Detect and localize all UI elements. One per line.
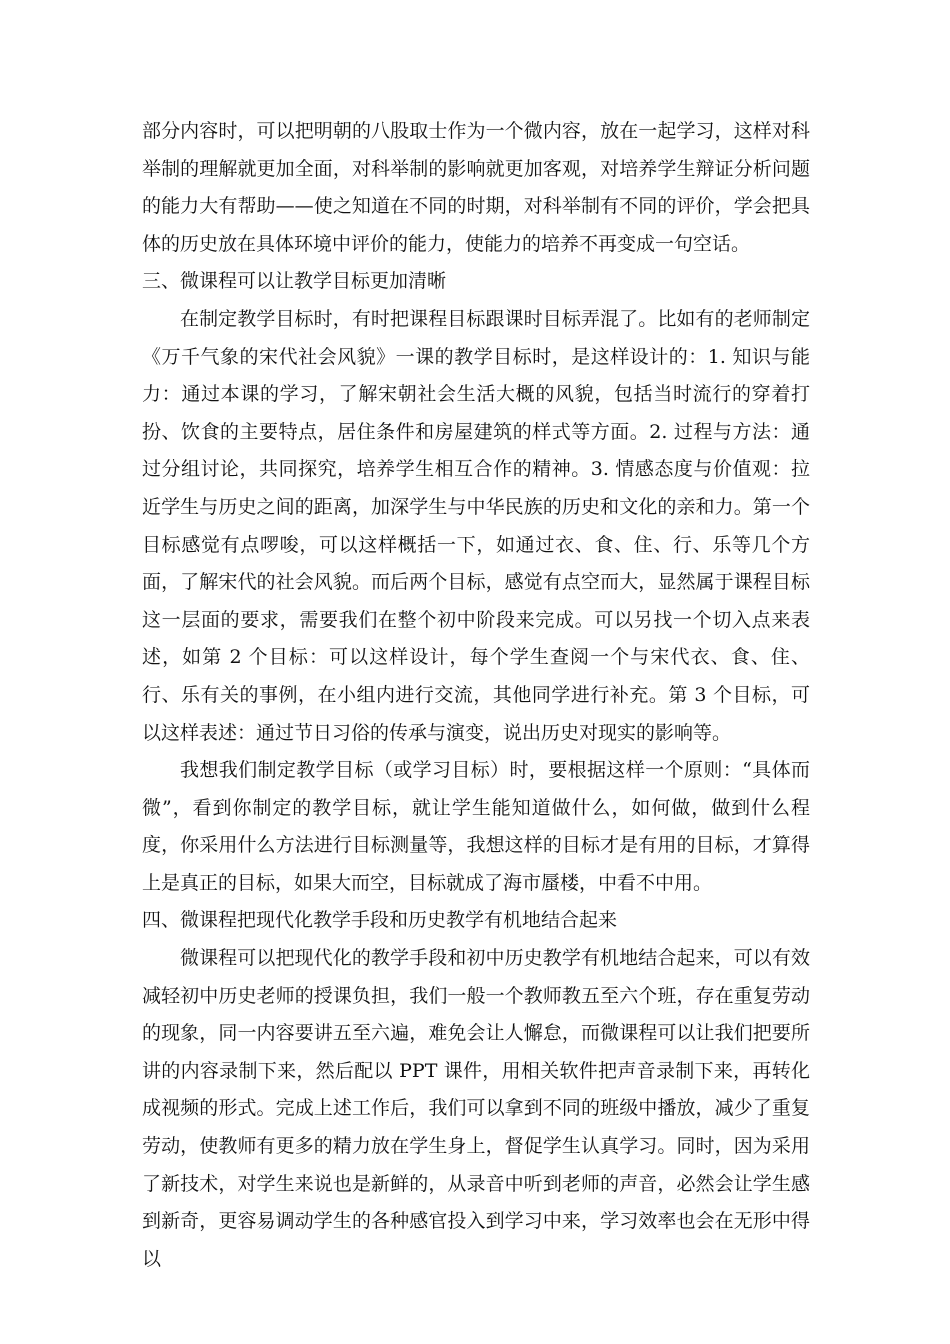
section-heading-4: 四、微课程把现代化教学手段和历史教学有机地结合起来 bbox=[142, 909, 618, 932]
document-page bbox=[142, 113, 810, 1278]
paragraph-continuation: 部分内容时，可以把明朝的八股取士作为一个微内容，放在一起学习，这样对科举制的理解就更加全面，对科举制的影响就更加客观，对培养学生辩证分析问题的能力大有帮助——使之知道在不同的时期，对科举制有不同的评价，学会把具体的历史放在具体环境中评价的能力，使能力的培养不再变成一句空话。 bbox=[142, 120, 810, 255]
paragraph-goal-principle: 我想我们制定教学目标（或学习目标）时，要根据这样一个原则：“具体而微”，看到你制定的教学目标，就让学生能知道做什么，如何做，做到什么程度，你采用什么方法进行目标测量等，我想这样的目标才是有用的目标，才算得上是真正的目标，如果大而空，目标就成了海市蜃楼，中看不中用。 bbox=[142, 759, 810, 894]
paragraph-modern-teaching: 微课程可以把现代化的教学手段和初中历史教学有机地结合起来，可以有效减轻初中历史老师的授课负担，我们一般一个教师教五至六个班，存在重复劳动的现象，同一内容要讲五至六遍，难免会让人懈怠，而微课程可以让我们把要所讲的内容录制下来，然后配以 PPT 课件，用相关软件把声音录制下来，再转化成视频的形式。完成上述工作后，我们可以拿到不同的班级中播放，减少了重复劳动，使教师有更多的精力放在学生身上，督促学生认真学习。同时，因为采用了新技术，对学生来说也是新鲜的，从录音中听到老师的声音，必然会让学生感到新奇，更容易调动学生的各种感官投入到学习中来，学习效率也会在无形中得以 bbox=[142, 947, 810, 1270]
paragraph-teaching-goals: 在制定教学目标时，有时把课程目标跟课时目标弄混了。比如有的老师制定《万千气象的宋代社会风貌》一课的教学目标时，是这样设计的：1. 知识与能力：通过本课的学习，了解宋朝社会生活大概的风貌，包括当时流行的穿着打扮、饮食的主要特点，居住条件和房屋建筑的样式等方面。2. 过程与方法：通过分组讨论，共同探究，培养学生相互合作的精神。3. 情感态度与价值观：拉近学生与历史之间的距离，加深学生与中华民族的历史和文化的亲和力。第一个目标感觉有点啰唆，可以这样概括一下，如通过衣、食、住、行、乐等几个方面，了解宋代的社会风貌。而后两个目标，感觉有点空而大，显然属于课程目标这一层面的要求，需要我们在整个初中阶段来完成。可以另找一个切入点来表述，如第 2 个目标：可以这样设计，每个学生查阅一个与宋代衣、食、住、行、乐有关的事例，在小组内进行交流，其他同学进行补充。第 3 个目标，可以这样表述：通过节日习俗的传承与演变，说出历史对现实的影响等。 bbox=[142, 307, 810, 744]
section-heading-3: 三、微课程可以让教学目标更加清晰 bbox=[142, 270, 447, 293]
